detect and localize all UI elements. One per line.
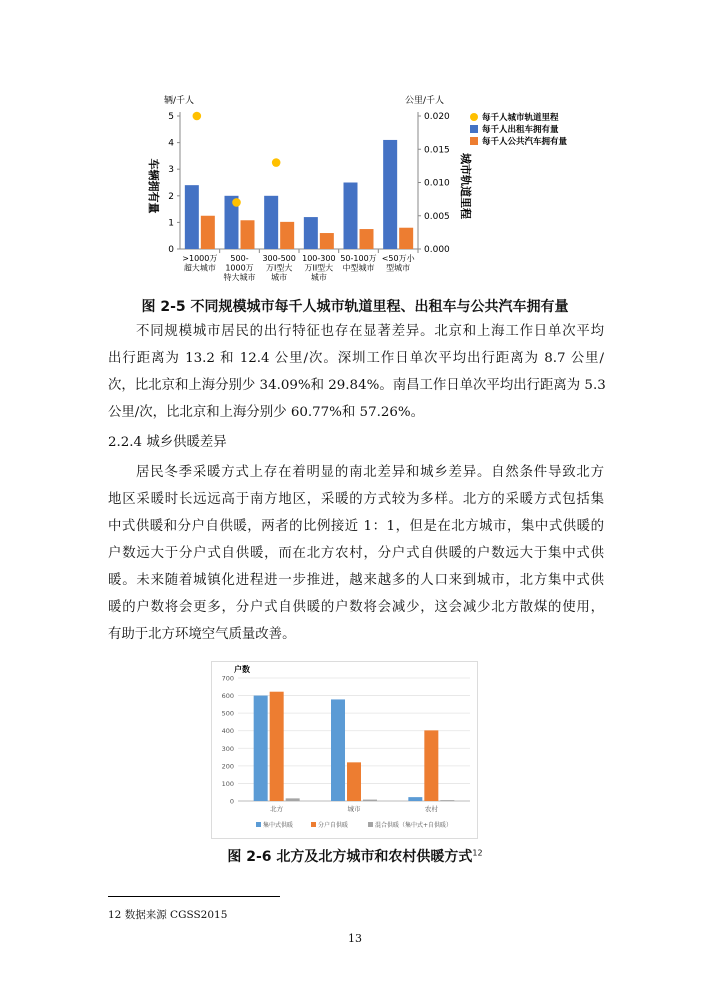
y-tick-label: 200 <box>221 762 234 771</box>
left-tick-label: 2 <box>168 191 174 202</box>
paragraph-line: 出行距离为 13.2 和 12.4 公里/次。深圳工作日单次平均出行距离为 8.7 公里/ <box>108 351 604 366</box>
bar <box>347 762 361 801</box>
x-tick-label: 城市 <box>347 805 361 813</box>
bus-bar <box>399 228 413 249</box>
caption-text: 图 2-6 北方及北方城市和农村供暖方式 <box>227 849 473 865</box>
right-tick-label: 0.000 <box>424 245 450 255</box>
left-tick-label: 4 <box>168 138 174 149</box>
bar <box>270 692 284 801</box>
bus-bar <box>320 233 334 249</box>
right-tick-label: 0.005 <box>424 211 450 222</box>
legend-swatch <box>470 125 478 133</box>
y-tick-label: 400 <box>221 727 234 736</box>
left-unit-label: 辆/千人 <box>164 96 195 106</box>
x-tick-label: 北方 <box>270 805 284 813</box>
paragraph-line: 次，比北京和上海分别少 34.09%和 29.84%。南昌工作日单次平均出行距离为 5.3 <box>108 378 606 393</box>
x-tick-label: 1000万 <box>225 263 254 273</box>
right-axis-title: 城市轨道里程 <box>459 153 472 219</box>
paragraph-line: 暖的户数将会更多，分户式自供暖的户数将会减少，这会减少北方散煤的使用， <box>108 600 604 615</box>
footnote-ref: 12 <box>472 848 483 858</box>
y-tick-label: 100 <box>221 779 234 788</box>
rail-point <box>272 158 281 167</box>
figure-2-5-chart <box>140 86 580 286</box>
y-tick-label: 300 <box>221 744 234 753</box>
x-tick-label: 城市 <box>271 273 288 282</box>
paragraph-line: 暖。未来随着城镇化进程进一步推进，越来越多的人口来到城市，北方集中式供 <box>108 573 604 588</box>
x-tick-label: 农村 <box>424 805 438 813</box>
y-axis-label: 户数 <box>234 665 250 674</box>
bar <box>286 798 300 801</box>
legend-label: 每千人出租车拥有量 <box>482 125 559 135</box>
section-heading: 2.2.4 城乡供暖差异 <box>108 435 227 450</box>
left-tick-label: 5 <box>168 112 174 122</box>
paragraph-1 <box>108 318 604 426</box>
legend-swatch <box>368 822 373 827</box>
left-tick-label: 3 <box>168 165 174 176</box>
taxi-bar <box>344 183 358 250</box>
x-tick-label: 300-500 <box>262 254 296 263</box>
legend-swatch <box>311 822 316 827</box>
x-tick-label: 型城市 <box>386 263 411 273</box>
right-unit-label: 公里/千人 <box>405 96 445 106</box>
legend <box>256 821 452 829</box>
bar <box>408 797 422 801</box>
bar <box>363 800 377 801</box>
paragraph-line: 公里/次，比北京和上海分别少 60.77%和 57.26%。 <box>108 405 424 420</box>
figure-2-6-chart <box>212 662 477 838</box>
legend-swatch <box>470 113 478 121</box>
legend <box>470 112 568 147</box>
footnote-divider <box>108 896 280 897</box>
y-tick-label: 500 <box>221 709 234 718</box>
x-tick-label: 中型城市 <box>342 263 375 273</box>
page-number: 13 <box>348 932 362 945</box>
bus-bar <box>360 229 374 249</box>
paragraph-line: 户数远大于分户式自供暖，而在北方农村，分户式自供暖的户数远大于集中式供 <box>108 546 604 561</box>
right-tick-label: 0.010 <box>424 178 450 189</box>
x-tick-label: 万I型大 <box>265 263 293 273</box>
x-tick-label: >1000万 <box>182 254 218 263</box>
figure-2-6-frame <box>211 661 478 839</box>
left-axis-title: 车辆拥有量 <box>147 158 160 214</box>
rail-point <box>232 198 241 207</box>
y-tick-label: 700 <box>221 674 234 683</box>
bar <box>331 699 345 801</box>
x-tick-label: 100-300 <box>302 254 336 263</box>
taxi-bar <box>185 185 199 249</box>
paragraph-line: 中式供暖和分户自供暖，两者的比例接近 1：1，但是在北方城市，集中式供暖的 <box>108 519 604 534</box>
x-tick-label: 超大城市 <box>183 263 216 273</box>
x-tick-label: 特大城市 <box>223 273 256 282</box>
bar <box>440 800 454 801</box>
legend-label: 混合供暖（集中式+自供暖） <box>375 822 453 829</box>
figure-2-6-caption <box>0 846 710 866</box>
taxi-bar <box>304 217 318 249</box>
legend-label: 集中式供暖 <box>263 822 294 829</box>
x-tick-label: 50-100万 <box>340 254 377 263</box>
footnote: 12 数据来源 CGSS2015 <box>108 909 228 921</box>
figure-2-5-caption: 图 2-5 不同规模城市每千人城市轨道里程、出租车与公共汽车拥有量 <box>141 299 569 315</box>
y-tick-label: 0 <box>229 797 234 806</box>
x-tick-label: <50万小 <box>381 254 415 263</box>
taxi-bar <box>383 140 397 249</box>
x-tick-label: 万II型大 <box>304 263 334 273</box>
rail-point <box>193 112 202 121</box>
y-tick-label: 600 <box>221 692 234 701</box>
plot-area <box>222 675 470 814</box>
paragraph-line: 居民冬季采暖方式上存在着明显的南北差异和城乡差异。自然条件导致北方 <box>136 465 604 480</box>
bar <box>254 696 268 801</box>
legend-swatch <box>470 137 478 145</box>
legend-swatch <box>256 822 261 827</box>
legend-label: 分户自供暖 <box>318 822 349 829</box>
paragraph-line: 有助于北方环境空气质量改善。 <box>108 627 296 642</box>
bar <box>424 730 438 801</box>
legend-label: 每千人公共汽车拥有量 <box>482 137 568 147</box>
bus-bar <box>201 216 215 249</box>
bus-bar <box>241 220 255 249</box>
left-tick-label: 0 <box>168 245 174 255</box>
left-tick-label: 1 <box>168 218 174 229</box>
x-tick-label: 500- <box>230 254 249 263</box>
x-tick-label: 城市 <box>310 273 327 282</box>
right-tick-label: 0.020 <box>424 112 450 122</box>
right-tick-label: 0.015 <box>424 145 450 156</box>
paragraph-line: 地区采暖时长远远高于南方地区，采暖的方式较为多样。北方的采暖方式包括集 <box>108 492 604 507</box>
plot-area <box>168 112 450 282</box>
paragraph-line: 不同规模城市居民的出行特征也存在显著差异。北京和上海工作日单次平均 <box>136 324 604 339</box>
taxi-bar <box>264 196 278 249</box>
bus-bar <box>280 222 294 249</box>
paragraph-2 <box>108 459 604 648</box>
legend-label: 每千人城市轨道里程 <box>482 113 559 123</box>
